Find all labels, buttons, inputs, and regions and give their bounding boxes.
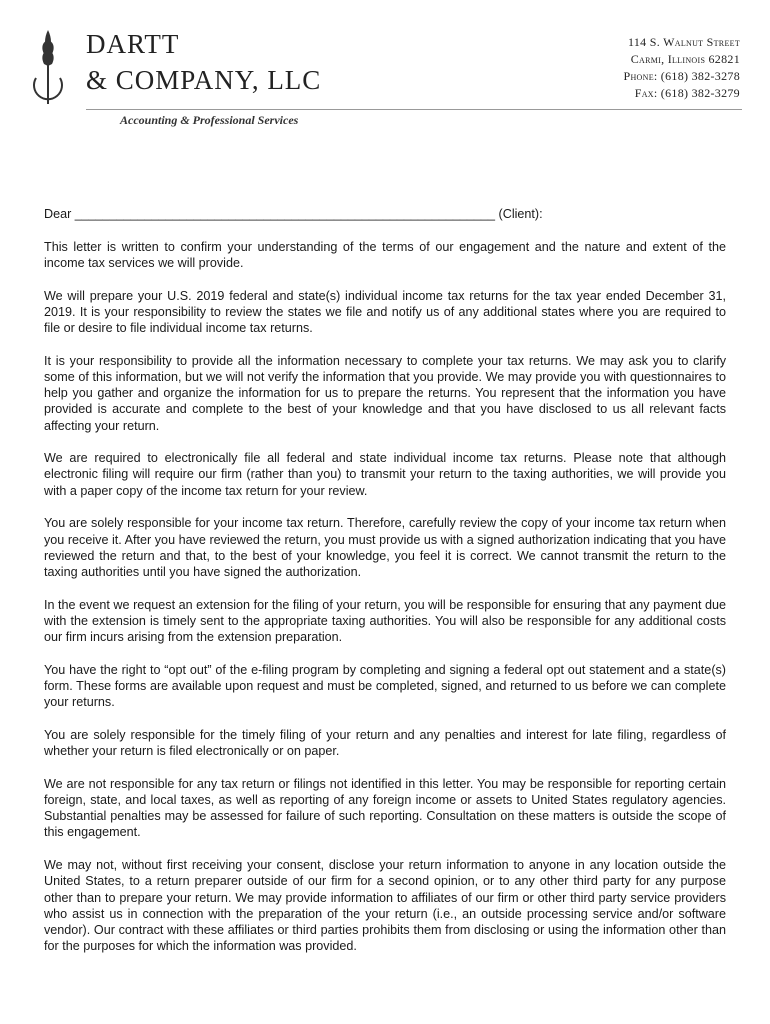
address-city: Carmi, Illinois 62821 [630, 52, 740, 66]
company-name-line2: & COMPANY, LLC [86, 65, 322, 95]
paragraph-extension: In the event we request an extension for the filing of your return, you will be responsible for ensuring that any payment due with the extension is timely sent to the appropriate taxing authorities. You will also be responsible for any additional costs our firm incurs arising from the extension preparation. [44, 597, 726, 645]
salutation: Dear ____________________________________________________________ (Client): [44, 207, 543, 221]
paragraph-efile: We are required to electronically file all federal and state individual income tax returns. Please note that although electronic filing will require our firm (rather than you) to transmit your return to the taxing authorities, we will provide you with a paper copy of the income tax return for your review. [44, 451, 726, 498]
paragraph-scope: We will prepare your U.S. 2019 federal and state(s) individual income tax returns for the tax year ended December 31, 2019. It is your responsibility to review the states we file and notify us of any additional states where you are required to file or desire to file individual income tax returns. [44, 288, 726, 336]
wheat-logo-icon [24, 26, 72, 110]
paragraph-client-info: It is your responsibility to provide all the information necessary to complete your tax returns. We may ask you to clarify some of this information, but we will not verify the information that you provide. We may provide you with questionnaires to help you gather and organize the information for us to prepare the returns. You represent that the information you have provided is accurate and complete to the best of your knowledge and that you have disclosed to us all relevant facts affecting your return. [44, 353, 726, 433]
paragraph-responsibility: You are solely responsible for your income tax return. Therefore, carefully review the copy of your income tax return when you receive it. After you have reviewed the return, you must provide us with a signed authorization indicating that you have reviewed the return and that, to the best of your knowledge, you feel it is correct. We cannot transmit the return to the taxing authorities until you have signed the authorization. [44, 516, 726, 579]
paragraph-exclusions: We are not responsible for any tax return or filings not identified in this letter. You may be responsible for reporting certain foreign, state, and local taxes, as well as reporting of any foreign income or assets to United States regulatory agencies. Substantial penalties may be assessed for failure of such reporting. Consultation on these matters is outside the scope of this engagement. [44, 776, 726, 840]
company-name-line1: DARTT [86, 29, 180, 59]
contact-block [623, 34, 740, 102]
paragraph-intro: This letter is written to confirm your understanding of the terms of our engagement and the nature and extent of the income tax services we will provide. [44, 239, 726, 270]
paragraph-disclosure: We may not, without first receiving your consent, disclose your return information to anyone in any location outside the United States, to a return preparer outside of our firm for a second opinion, or to any other third party for any purpose other than to prepare your return. We may provide information to affiliates of our firm or other third party service providers who assist us in connection with the preparation of the your return (i.e., an outside processing service and/or software vendor). Our contract with these affiliates or third parties prohibits them from disclosing or using the information other than for the purposes for which the information was provided. [44, 858, 726, 954]
phone-number: Phone: (618) 382-3278 [623, 69, 740, 83]
letter-body [44, 206, 726, 954]
paragraph-timely-filing: You are solely responsible for the timely filing of your return and any penalties and interest for late filing, regardless of whether your return is filed electronically or on paper. [44, 727, 726, 759]
paragraph-opt-out: You have the right to “opt out” of the e-filing program by completing and signing a federal opt out statement and a state(s) form. These forms are available upon request and must be completed, signed, and returned to us before we can complete your returns. [44, 662, 726, 710]
fax-number: Fax: (618) 382-3279 [634, 86, 740, 100]
address-street: 114 S. Walnut Street [628, 35, 740, 49]
letterhead-divider [86, 109, 742, 110]
company-name [86, 26, 321, 98]
company-tagline: Accounting & Professional Services [120, 113, 299, 127]
